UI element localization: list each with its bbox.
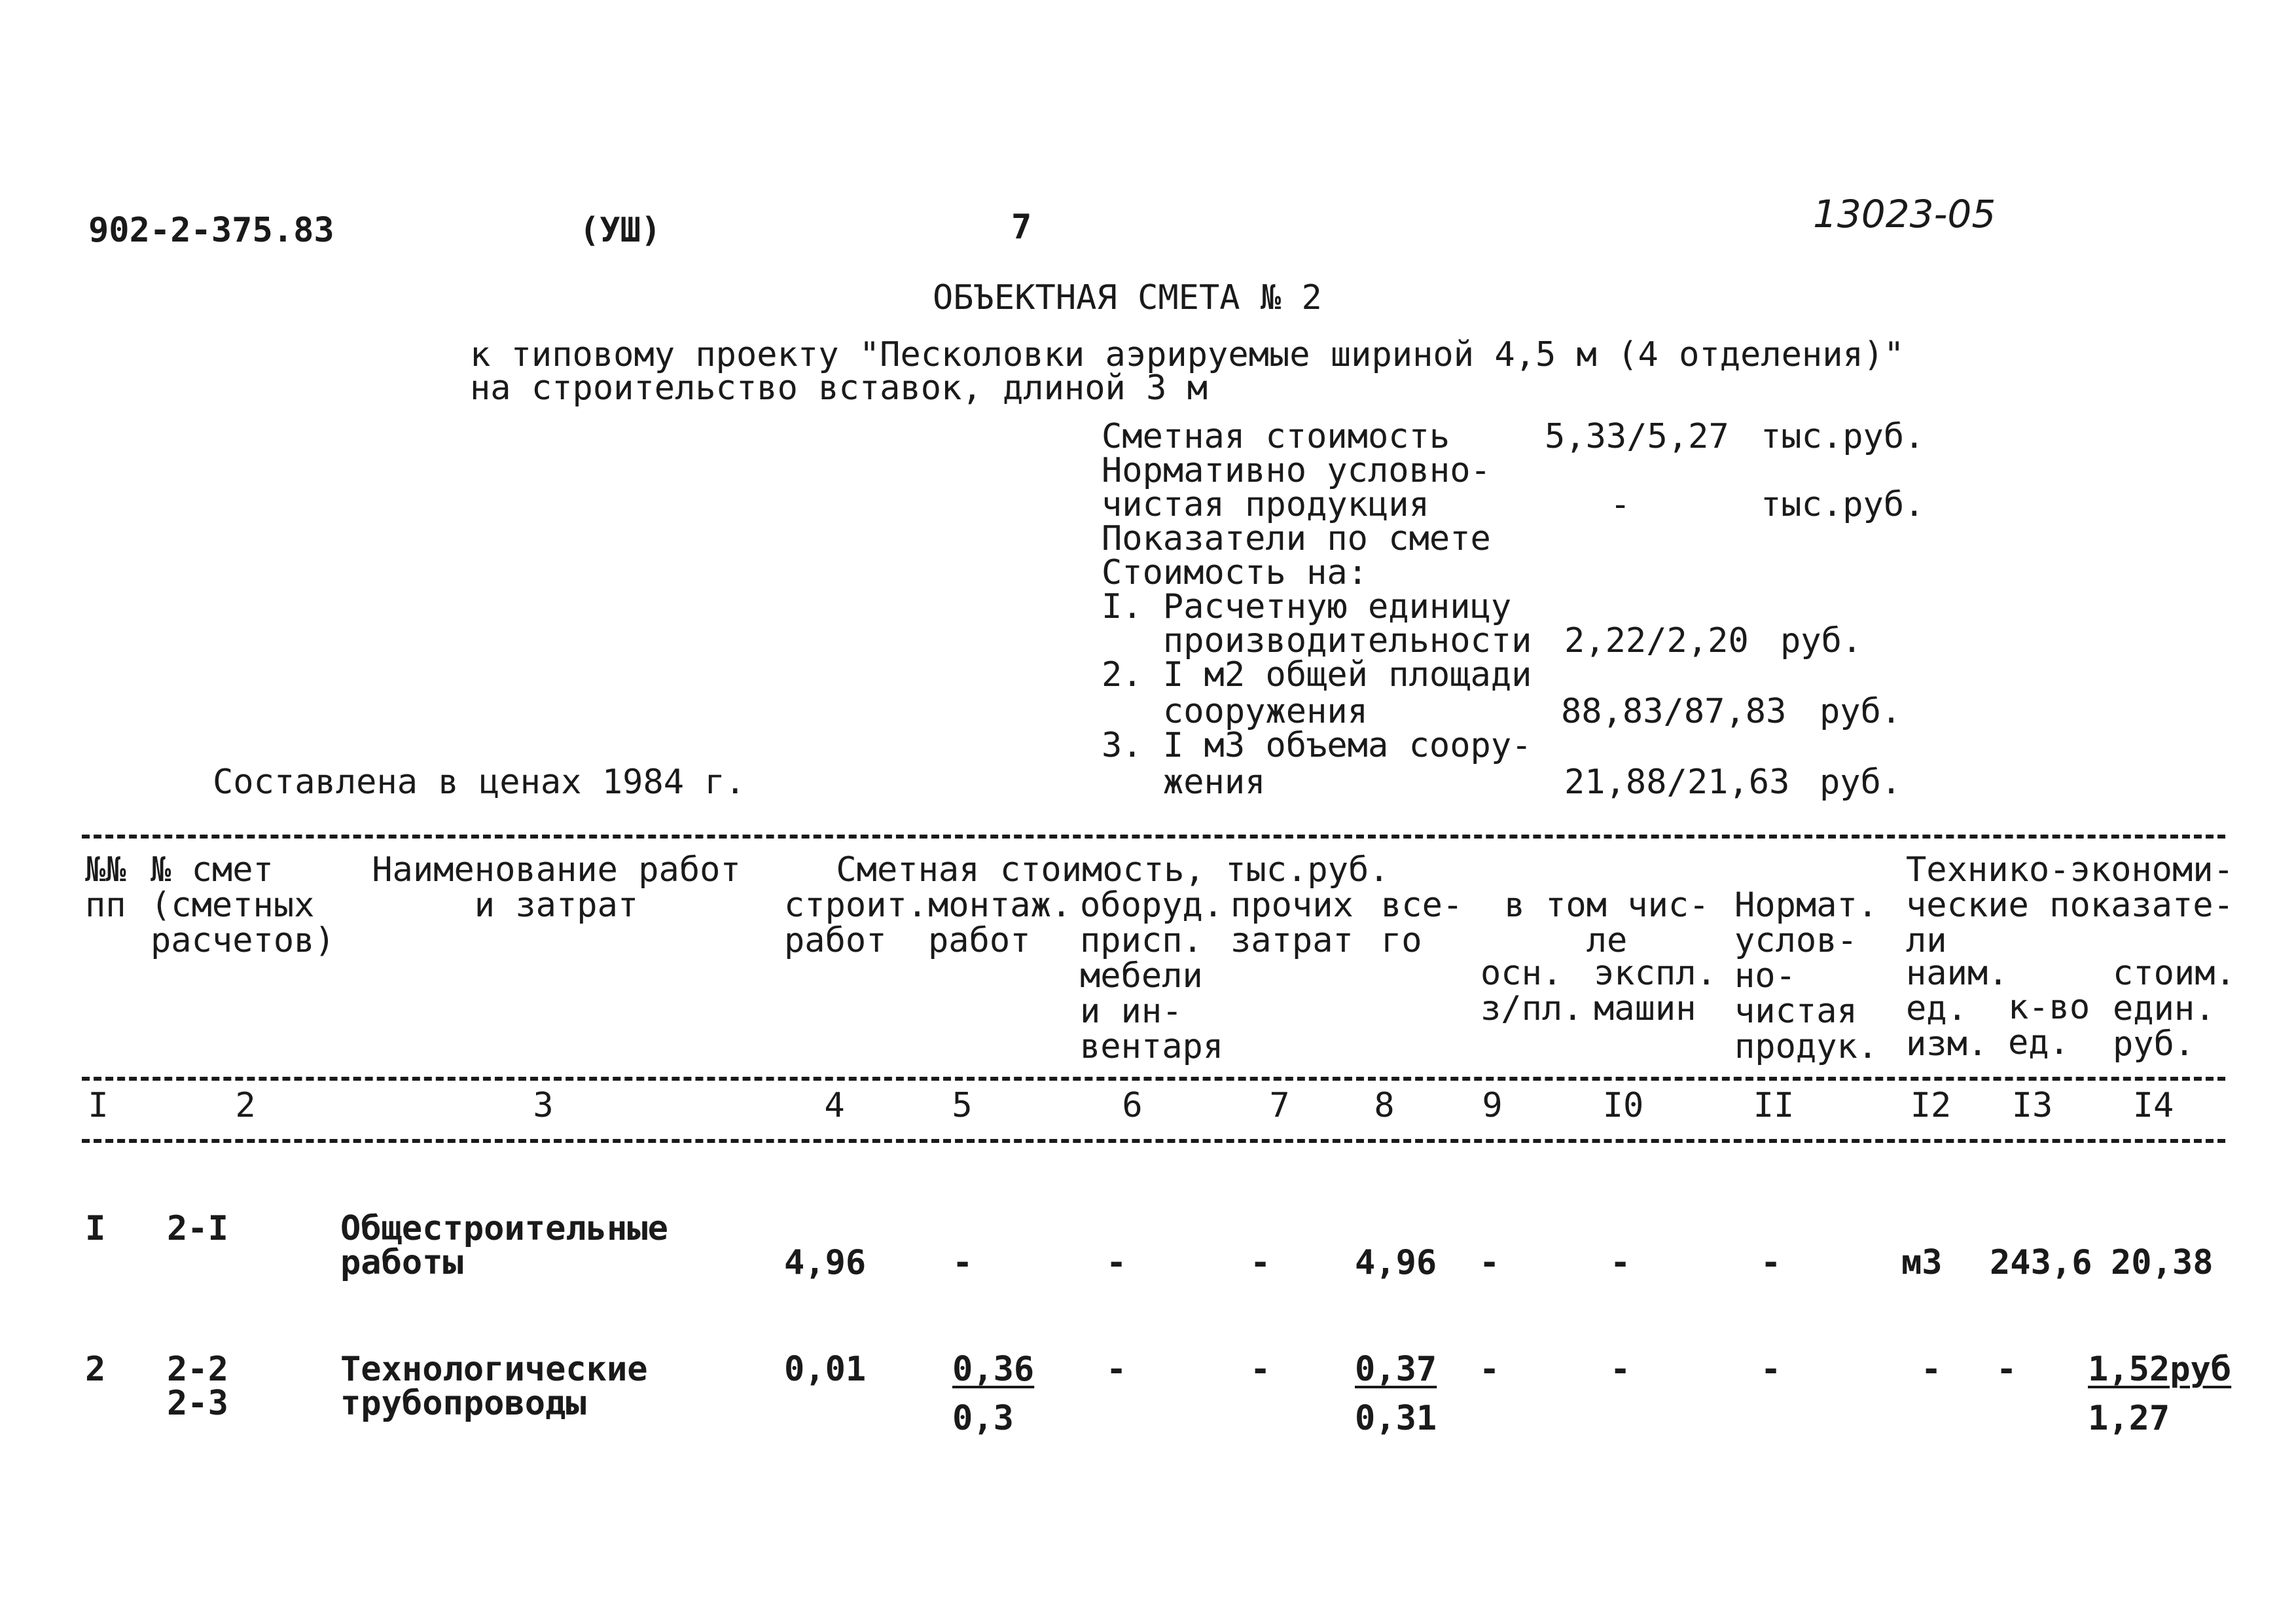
row-installation: 0,36 <box>952 1350 1035 1389</box>
row-quantity: 243,6 <box>1990 1243 2092 1282</box>
column-number: 9 <box>1482 1086 1503 1125</box>
section-code: (УШ) <box>579 211 662 250</box>
title-line-1: к типовому проекту "Песколовки аэрируемые шириной 4,5 м (4 отделения)" <box>470 335 1905 374</box>
column-number: 7 <box>1269 1086 1290 1125</box>
column-number: I2 <box>1910 1086 1952 1125</box>
row-unit-cost: 20,38 <box>2111 1243 2214 1282</box>
row-construction: 0,01 <box>784 1350 867 1389</box>
summary-label: жения <box>1102 763 1266 802</box>
table-top-rule <box>82 835 2225 839</box>
row-other: - <box>1250 1243 1271 1282</box>
row-smeta: 2-2 <box>167 1350 228 1389</box>
header-normative: Нормат. услов- но- чистая продук. <box>1734 886 1878 1066</box>
summary-value: 88,83/87,83 <box>1561 692 1787 731</box>
header-wages: осн. з/пл. <box>1480 954 1583 1028</box>
summary-value: 2,22/2,20 <box>1564 621 1749 660</box>
summary-unit: тыс.руб. <box>1761 417 1925 456</box>
prices-note: Составлена в ценах 1984 г. <box>213 763 745 802</box>
row-name: Общестроительные <box>340 1209 668 1248</box>
row-unit-name: м3 <box>1901 1243 1943 1282</box>
row-equipment: - <box>1106 1243 1127 1282</box>
row-normative: - <box>1761 1243 1782 1282</box>
row-total: 0,31 <box>1355 1399 1437 1438</box>
header-machines: экспл. машин <box>1594 954 1717 1028</box>
row-normative: - <box>1761 1350 1782 1389</box>
header-name: Наименование работ и затрат <box>372 850 741 925</box>
column-number: 8 <box>1374 1086 1395 1125</box>
header-smeta: № смет (сметных расчетов) <box>151 850 335 960</box>
column-number: II <box>1753 1086 1795 1125</box>
row-name: работы <box>340 1243 463 1282</box>
row-installation: - <box>952 1243 973 1282</box>
row-construction: 4,96 <box>784 1243 867 1282</box>
summary-unit: руб. <box>1820 763 1902 802</box>
summary-label: 2. I м2 общей площади <box>1102 655 1532 695</box>
header-incl-group: в том чис- ле <box>1504 886 1710 960</box>
column-number: 2 <box>235 1086 256 1125</box>
row-wages: - <box>1479 1243 1500 1282</box>
row-other: - <box>1250 1350 1271 1389</box>
summary-label: Сметная стоимость <box>1102 417 1450 456</box>
summary-label: 3. I м3 объема соору- <box>1102 726 1532 765</box>
summary-label: Нормативно условно- <box>1102 451 1491 490</box>
row-wages: - <box>1479 1350 1500 1389</box>
column-number: I4 <box>2132 1086 2174 1125</box>
column-number: 6 <box>1122 1086 1143 1125</box>
row-unit-cost: 1,27 <box>2088 1399 2170 1438</box>
header-equipment: оборуд. присп. мебели и ин- вентаря <box>1080 886 1224 1066</box>
summary-value: 21,88/21,63 <box>1564 763 1790 802</box>
header-other: прочих затрат <box>1230 886 1354 960</box>
row-pp: 2 <box>85 1350 106 1389</box>
column-number: I <box>88 1086 109 1125</box>
row-smeta: 2-3 <box>167 1384 228 1423</box>
row-machines: - <box>1610 1243 1631 1282</box>
row-pp: I <box>85 1209 106 1248</box>
row-unit-cost: 1,52руб <box>2088 1350 2232 1389</box>
column-number: I3 <box>2011 1086 2053 1125</box>
title-line-2: на строительство вставок, длиной 3 м <box>470 369 1208 408</box>
row-total: 0,37 <box>1355 1350 1437 1389</box>
summary-label: Показатели по смете <box>1102 519 1491 558</box>
summary-label: I. Расчетную единицу <box>1102 587 1512 626</box>
summary-label: чистая продукция <box>1102 485 1429 524</box>
summary-value: 5,33/5,27 <box>1545 417 1729 456</box>
row-equipment: - <box>1106 1350 1127 1389</box>
summary-value: - <box>1610 485 1631 524</box>
summary-unit: руб. <box>1780 621 1863 660</box>
header-tech-group: Технико-экономи- ческие показате- ли <box>1906 850 2234 960</box>
header-unit-name: наим. ед. изм. <box>1906 954 2009 1064</box>
header-bottom-rule <box>82 1077 2225 1081</box>
column-number: 4 <box>824 1086 845 1125</box>
summary-label: сооружения <box>1102 692 1368 731</box>
column-number: I0 <box>1602 1086 1644 1125</box>
column-numbers-rule <box>82 1139 2225 1143</box>
header-quantity: к-во ед. <box>2008 988 2090 1062</box>
row-quantity: - <box>1996 1350 2017 1389</box>
project-code: 902-2-375.83 <box>88 211 334 250</box>
header-construction: строит. работ <box>784 886 928 960</box>
summary-label: Стоимость на: <box>1102 553 1368 592</box>
header-cost-group: Сметная стоимость, тыс.руб. <box>836 850 1390 890</box>
document-title: ОБЪЕКТНАЯ СМЕТА № 2 <box>933 278 1322 317</box>
header-total: все- го <box>1381 886 1463 960</box>
summary-unit: тыс.руб. <box>1761 485 1925 524</box>
header-pp: №№ пп <box>85 850 126 925</box>
handwritten-stamp: 13023-05 <box>1813 192 1996 236</box>
row-unit-name: - <box>1921 1350 1942 1389</box>
page-number: 7 <box>1011 208 1032 247</box>
row-total: 4,96 <box>1355 1243 1437 1282</box>
row-machines: - <box>1610 1350 1631 1389</box>
column-number: 5 <box>952 1086 973 1125</box>
summary-label: производительности <box>1102 621 1532 660</box>
column-number: 3 <box>533 1086 554 1125</box>
row-name: трубопроводы <box>340 1384 586 1423</box>
row-smeta: 2-I <box>167 1209 228 1248</box>
header-unit-cost: стоим. един. руб. <box>2113 954 2236 1064</box>
row-installation: 0,3 <box>952 1399 1014 1438</box>
row-name: Технологические <box>340 1350 648 1389</box>
header-installation: монтаж. работ <box>928 886 1072 960</box>
summary-unit: руб. <box>1820 692 1902 731</box>
